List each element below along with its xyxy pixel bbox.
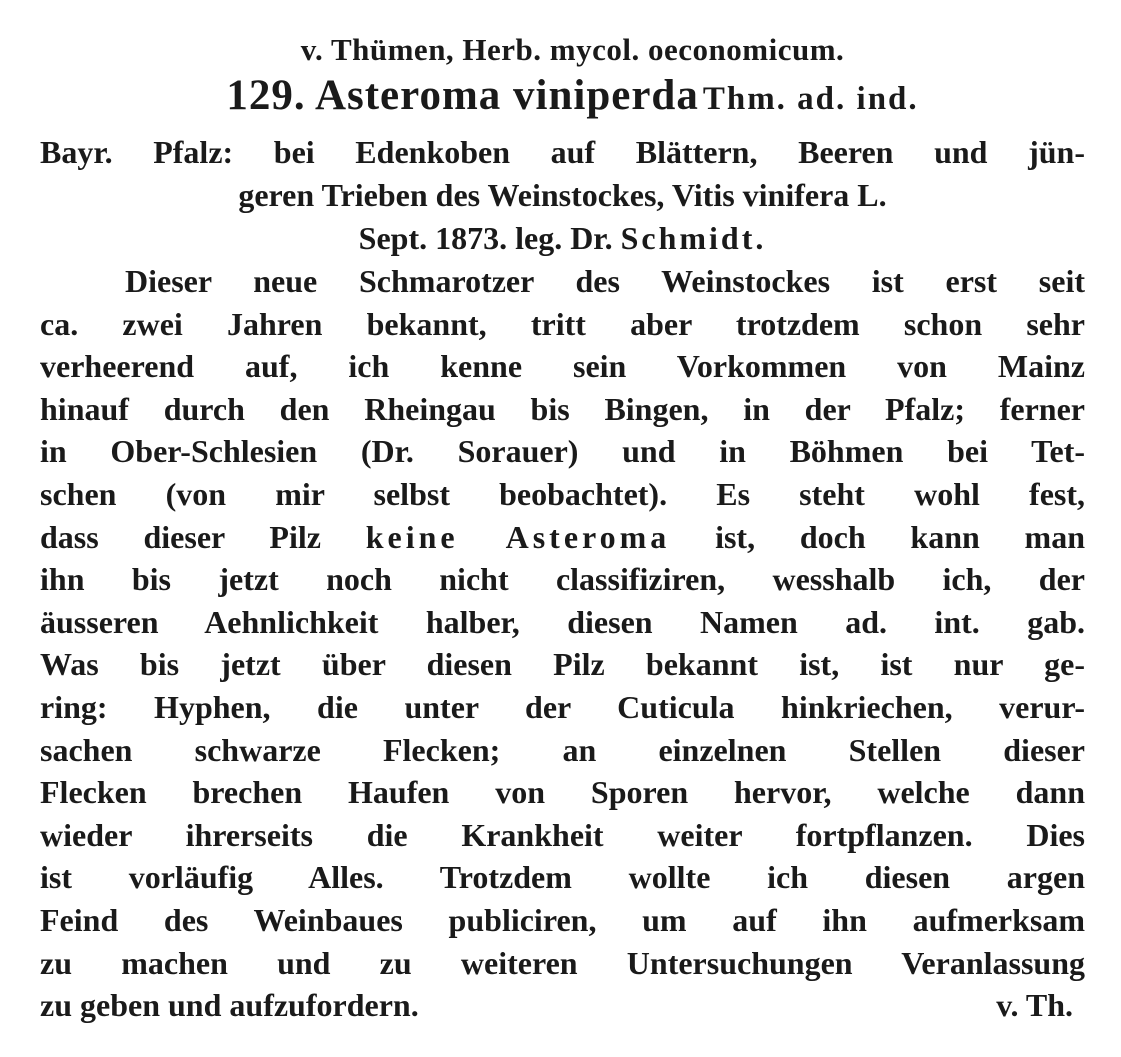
text-line: Dieser neue Schmarotzer des Weinstockes ist erst seit (125, 263, 1085, 299)
text-line: wieder ihrerseits die Krankheit weiter fortpflanzen. Dies (40, 816, 1085, 853)
text-line: zu geben und aufzufordern. (40, 987, 419, 1024)
species-title (60, 70, 1085, 131)
page (40, 30, 1085, 1027)
text-segment: ist, doch kann man (670, 518, 1085, 555)
signature: v. Th. (996, 987, 1073, 1024)
text-line: Flecken brechen Haufen von Sporen hervor, welche dann (40, 774, 1085, 811)
collection-date: Sept. 1873. leg. Dr. (358, 220, 621, 256)
final-line (40, 984, 1085, 1027)
text-line: schen (von mir selbst beobachtet). Es steht wohl fest, (40, 475, 1085, 512)
text-line: ca. zwei Jahren bekannt, tritt aber trotzdem schon sehr (40, 305, 1085, 342)
emphasized-text: keine Asteroma (365, 518, 671, 555)
text-line: ihn bis jetzt noch nicht classifiziren, wesshalb ich, der (40, 561, 1085, 598)
species-number-name: 129. Asteroma viniperda (226, 72, 699, 119)
text-line (40, 516, 1085, 559)
text-line: zu machen und zu weiteren Untersuchungen Veranlassung (40, 944, 1085, 981)
locality-block (40, 131, 1085, 260)
text-line: hinauf durch den Rheingau bis Bingen, in der Pfalz; ferner (40, 390, 1085, 427)
text-line: Feind des Weinbaues publiciren, um auf ihn aufmerksam (40, 901, 1085, 938)
text-line: sachen schwarze Flecken; an einzelnen Stellen dieser (40, 731, 1085, 768)
description-text (40, 260, 1085, 1027)
text-segment: dass dieser Pilz (40, 518, 366, 555)
text-line: in Ober-Schlesien (Dr. Sorauer) und in Böhmen bei Tet- (40, 433, 1085, 470)
text-line: Was bis jetzt über diesen Pilz bekannt ist, ist nur ge- (40, 646, 1085, 683)
collector-name: Schmidt. (620, 220, 767, 256)
text-line: ring: Hyphen, die unter der Cuticula hinkriechen, verur- (40, 688, 1085, 725)
text-line: ist vorläufig Alles. Trotzdem wollte ich diesen argen (40, 859, 1085, 896)
locality-line: geren Trieben des Weinstockes, Vitis vinifera L. (238, 177, 887, 213)
text-line: äusseren Aehnlichkeit halber, diesen Namen ad. int. gab. (40, 603, 1085, 640)
collection-date-line (40, 217, 1085, 260)
text-line: verheerend auf, ich kenne sein Vorkommen von Mainz (40, 348, 1085, 385)
species-author: Thm. ad. ind. (702, 81, 919, 117)
locality-line: Bayr. Pfalz: bei Edenkoben auf Blättern, Beeren und jün- (40, 134, 1085, 170)
collection-header: v. Thümen, Herb. mycol. oeconomicum. (300, 32, 845, 67)
